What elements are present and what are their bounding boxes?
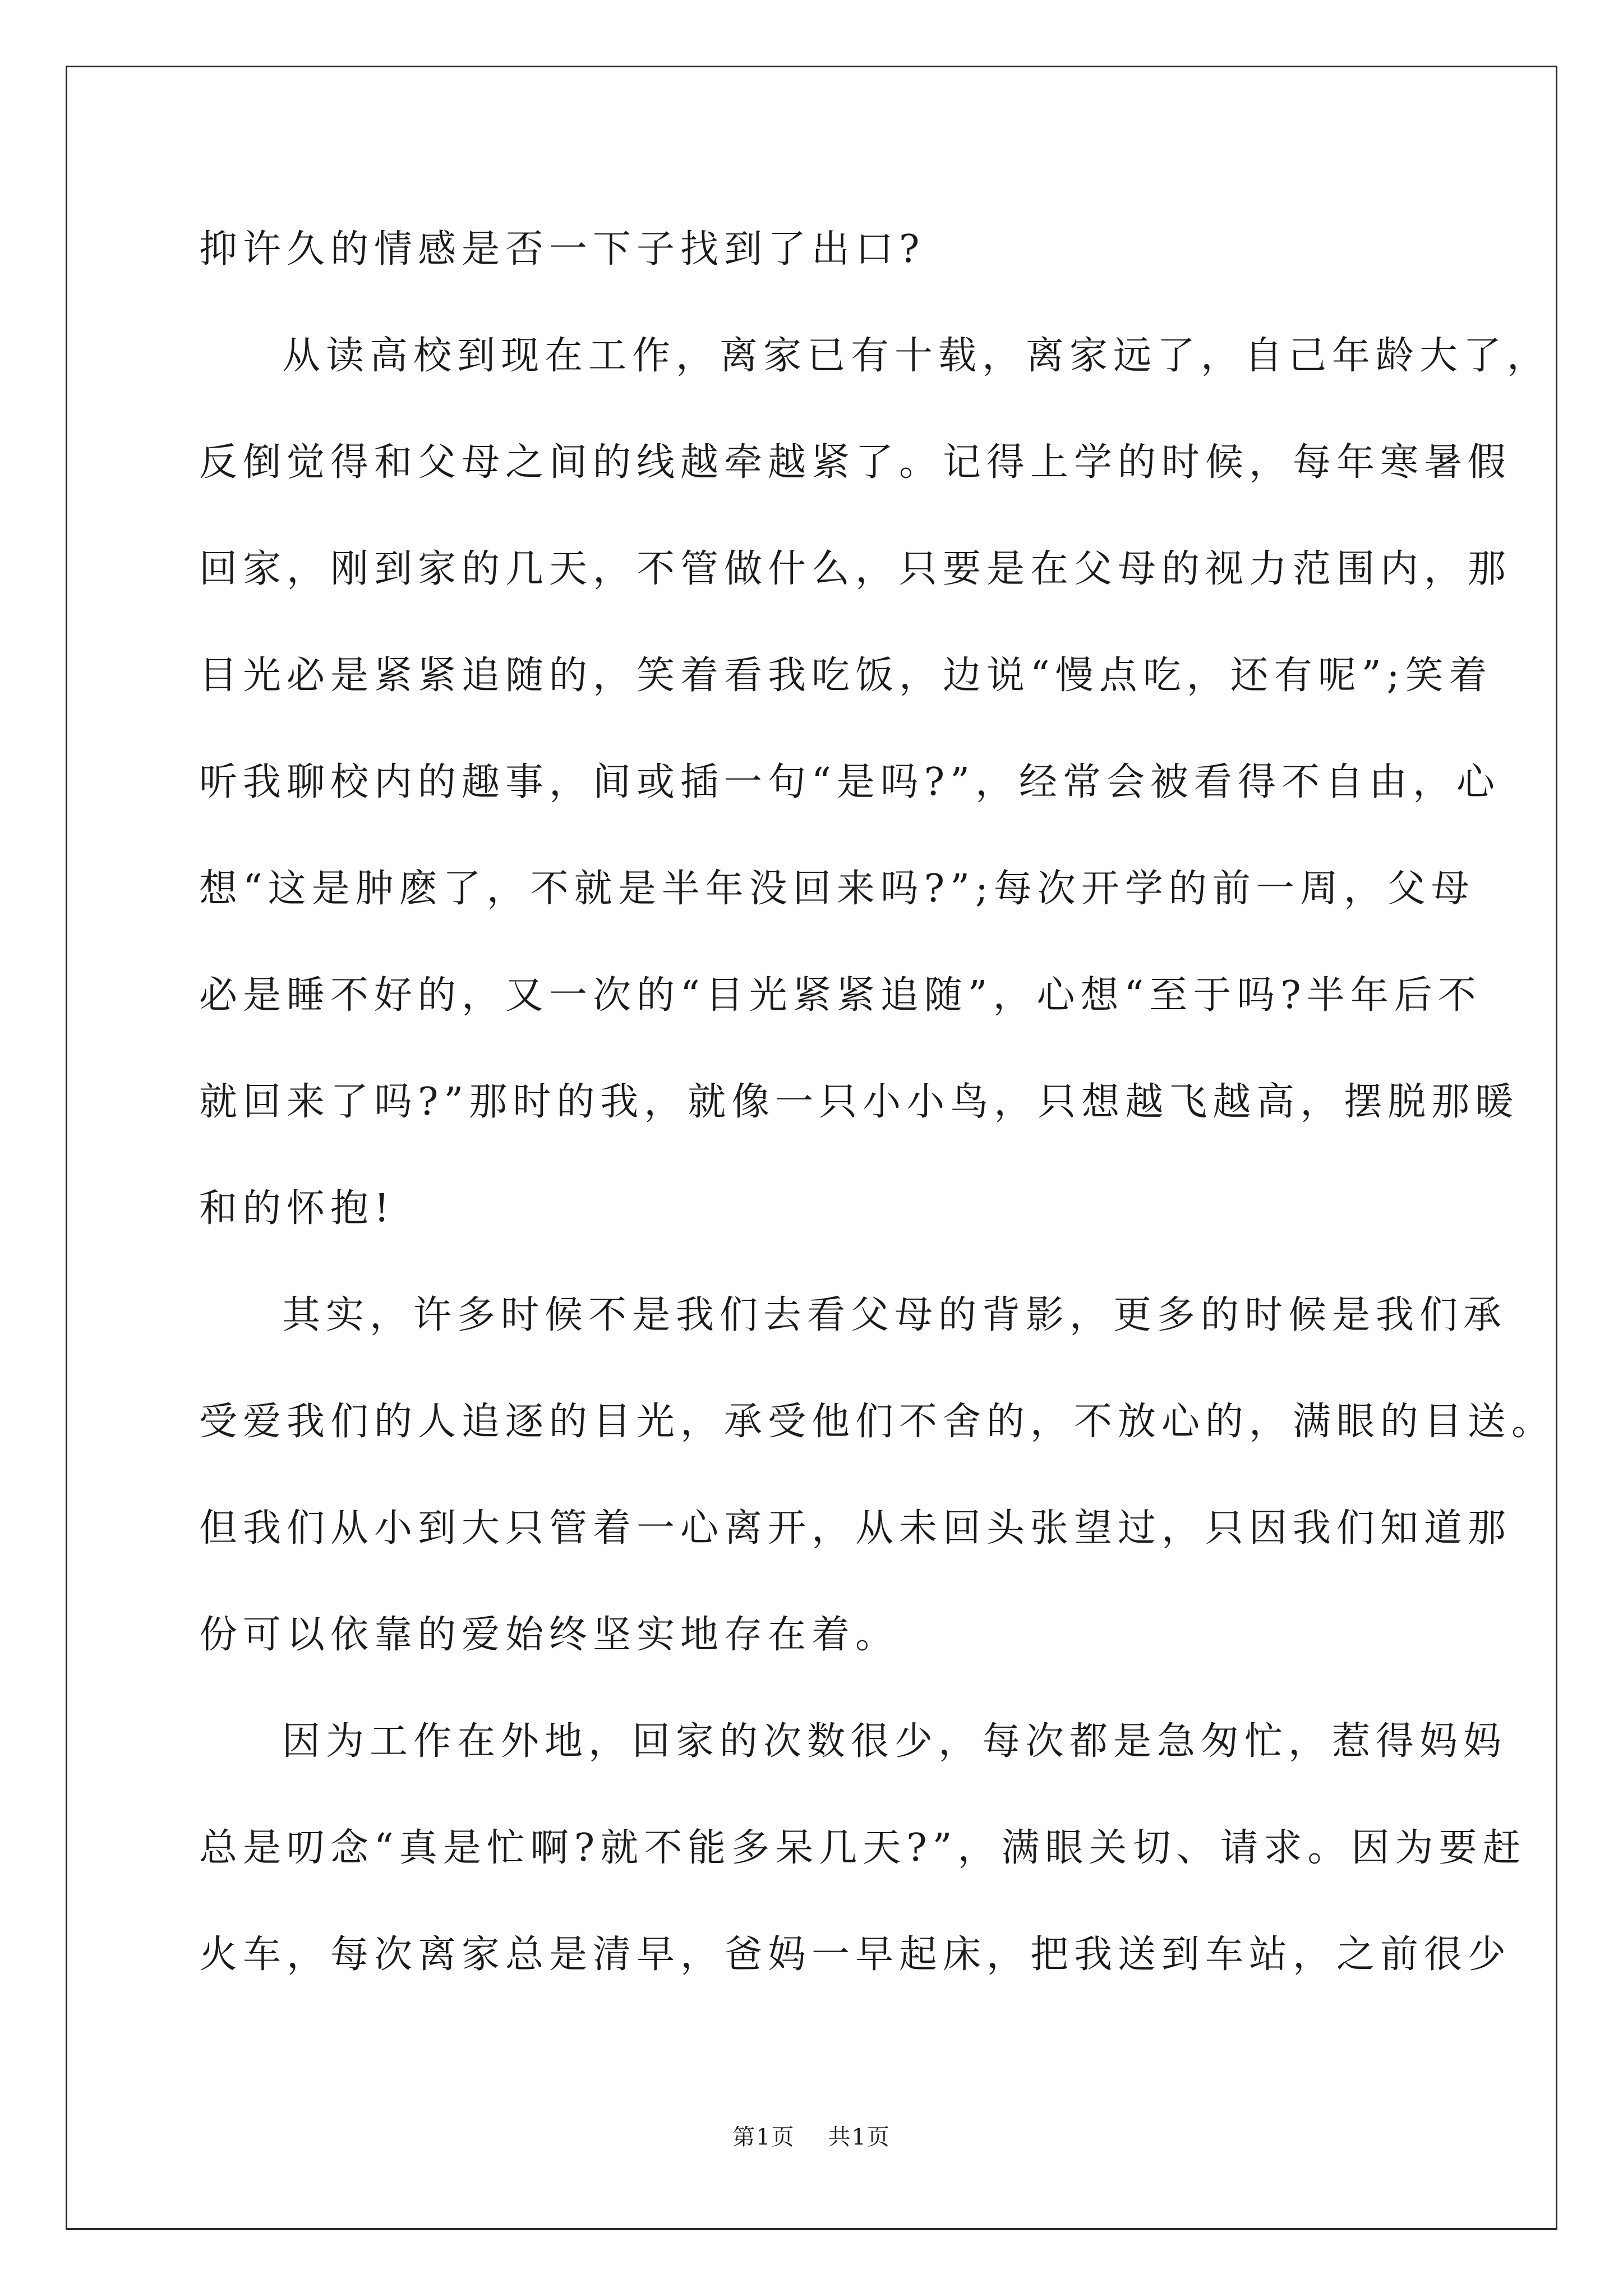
text-line: 目光必是紧紧追随的，笑着看我吃饭，边说“慢点吃，还有呢”;笑着 bbox=[199, 654, 1493, 698]
text-line: 就回来了吗?”那时的我，就像一只小小鸟，只想越飞越高，摆脱那暖 bbox=[199, 1080, 1519, 1124]
document-body bbox=[199, 213, 1556, 2025]
text-line: 听我聊校内的趣事，间或插一句“是吗?”，经常会被看得不自由，心 bbox=[199, 760, 1500, 804]
page-number-label: 第1页 共1页 bbox=[732, 2124, 891, 2150]
text-line: 但我们从小到大只管着一心离开，从未回头张望过，只因我们知道那 bbox=[199, 1506, 1512, 1550]
paragraph-start-line: 因为工作在外地，回家的次数很少，每次都是急匆忙，惹得妈妈 bbox=[282, 1719, 1507, 1764]
text-line: 火车，每次离家总是清早，爸妈一早起床，把我送到车站，之前很少 bbox=[199, 1932, 1512, 1977]
paragraph-start-line: 从读高校到现在工作，离家已有十载，离家远了，自己年龄大了， bbox=[282, 334, 1551, 378]
text-line: 受爱我们的人追逐的目光，承受他们不舍的，不放心的，满眼的目送。 bbox=[199, 1400, 1556, 1444]
text-line: 抑许久的情感是否一下子找到了出口? bbox=[199, 227, 925, 272]
text-line: 份可以依靠的爱始终坚实地存在着。 bbox=[199, 1613, 900, 1657]
text-line: 想“这是肿麽了，不就是半年没回来吗?”;每次开学的前一周，父母 bbox=[199, 867, 1475, 911]
text-line: 必是睡不好的，又一次的“目光紧紧追随”，心想“至于吗?半年后不 bbox=[199, 973, 1482, 1018]
paragraph-start-line: 其实，许多时候不是我们去看父母的背影，更多的时候是我们承 bbox=[282, 1293, 1507, 1337]
text-line: 总是叨念“真是忙啊?就不能多呆几天?”，满眼关切、请求。因为要赶 bbox=[199, 1826, 1527, 1870]
page-footer bbox=[0, 2119, 1623, 2151]
text-line: 回家，刚到家的几天，不管做什么，只要是在父母的视力范围内，那 bbox=[199, 547, 1512, 591]
text-line: 和的怀抱! bbox=[199, 1186, 395, 1231]
text-line: 反倒觉得和父母之间的线越牵越紧了。记得上学的时候，每年寒暑假 bbox=[199, 440, 1512, 485]
